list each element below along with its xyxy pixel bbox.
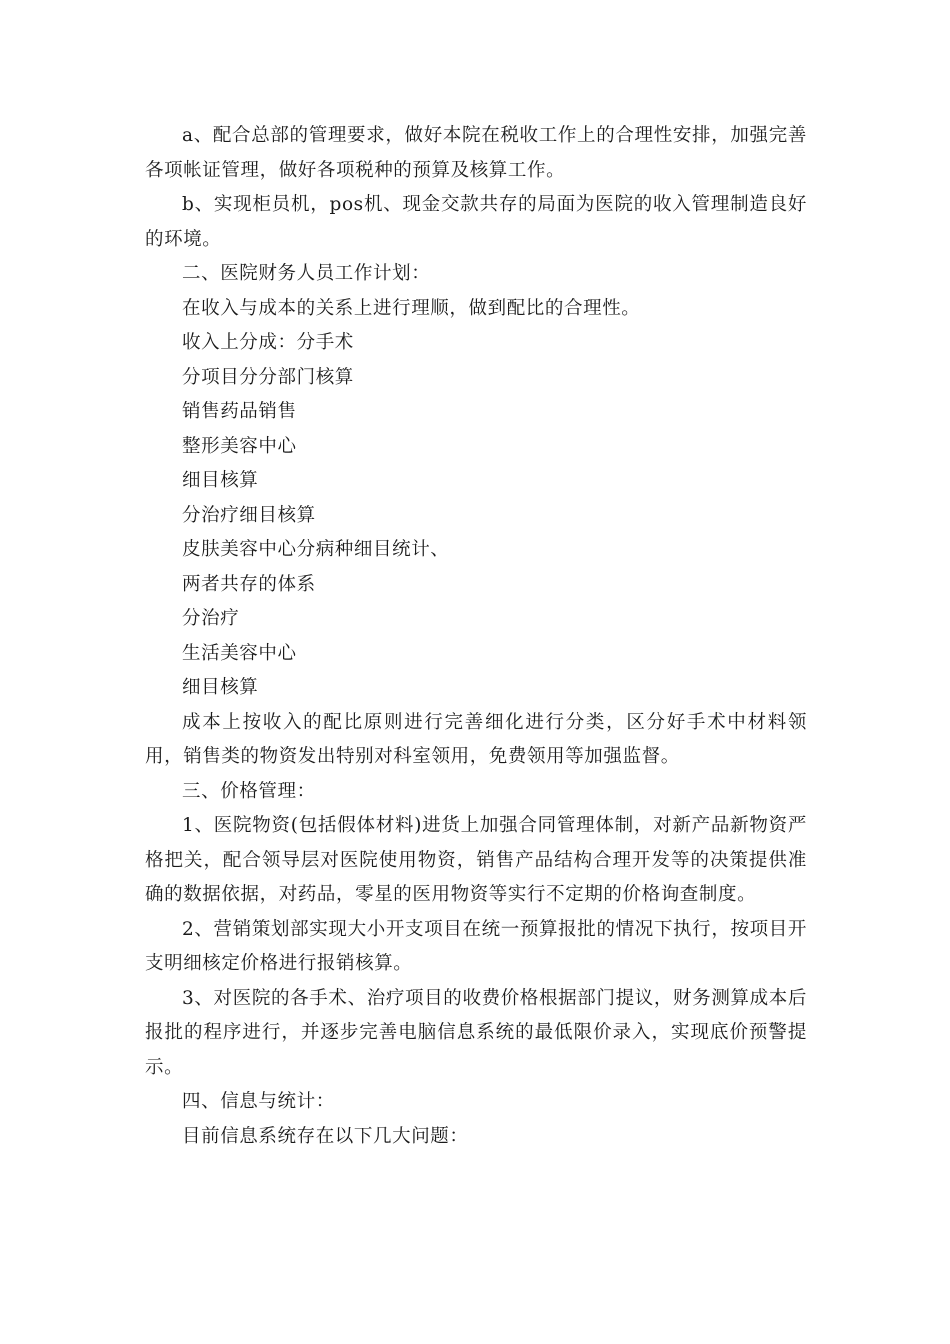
document-body <box>145 119 807 1154</box>
paragraph-cost-classification: 成本上按收入的配比原则进行完善细化进行分类，区分好手术中材料领用，销售类的物资发出特别对科室领用，免费领用等加强监督。 <box>145 711 807 767</box>
heading-info-statistics: 四、信息与统计： <box>182 1091 335 1112</box>
heading-finance-staff-plan: 二、医院财务人员工作计划： <box>182 263 431 284</box>
paragraph-price-item-3: 3、对医院的各手术、治疗项目的收费价格根据部门提议，财务测算成本后报批的程序进行，并逐步完善电脑信息系统的最低限价录入，实现底价预警提示。 <box>145 987 807 1078</box>
list-line-detail-accounting-2: 细目核算 <box>182 677 259 698</box>
paragraph-price-item-1: 1、医院物资(包括假体材料)进货上加强合同管理体制，对新产品新物资严格把关，配合领导层对医院使用物资，销售产品结构合理开发等的决策提供准确的数据依据，对药品，零星的医用物资等实行不定期的价格询查制度。 <box>145 815 807 905</box>
list-line-treatment: 分治疗 <box>182 608 240 629</box>
list-line-treatment-detail: 分治疗细目核算 <box>182 504 316 526</box>
list-line-department-accounting: 分项目分分部门核算 <box>182 366 354 388</box>
list-line-coexisting-system: 两者共存的体系 <box>182 573 316 595</box>
heading-price-management: 三、价格管理： <box>182 780 316 802</box>
paragraph-price-item-2: 2、营销策划部实现大小开支项目在统一预算报批的情况下执行，按项目开支明细核定价格进行报销核算。 <box>145 918 807 974</box>
paragraph-info-problems: 目前信息系统存在以下几大问题： <box>182 1125 469 1147</box>
list-line-drug-sales: 销售药品销售 <box>182 401 297 422</box>
list-line-plastic-center: 整形美容中心 <box>182 435 297 457</box>
paragraph-payment-methods: b、实现柜员机，pos机、现金交款共存的局面为医院的收入管理制造良好的环境。 <box>145 194 807 250</box>
list-line-detail-accounting: 细目核算 <box>182 470 259 491</box>
paragraph-tax-arrangement: a、配合总部的管理要求，做好本院在税收工作上的合理性安排，加强完善各项帐证管理，做好各项税种的预算及核算工作。 <box>145 125 807 181</box>
list-line-life-beauty-center: 生活美容中心 <box>182 642 297 664</box>
list-line-income-split: 收入上分成：分手术 <box>182 332 354 353</box>
list-line-skin-center: 皮肤美容中心分病种细目统计、 <box>182 539 450 560</box>
paragraph-income-cost: 在收入与成本的关系上进行理顺，做到配比的合理性。 <box>182 297 641 319</box>
